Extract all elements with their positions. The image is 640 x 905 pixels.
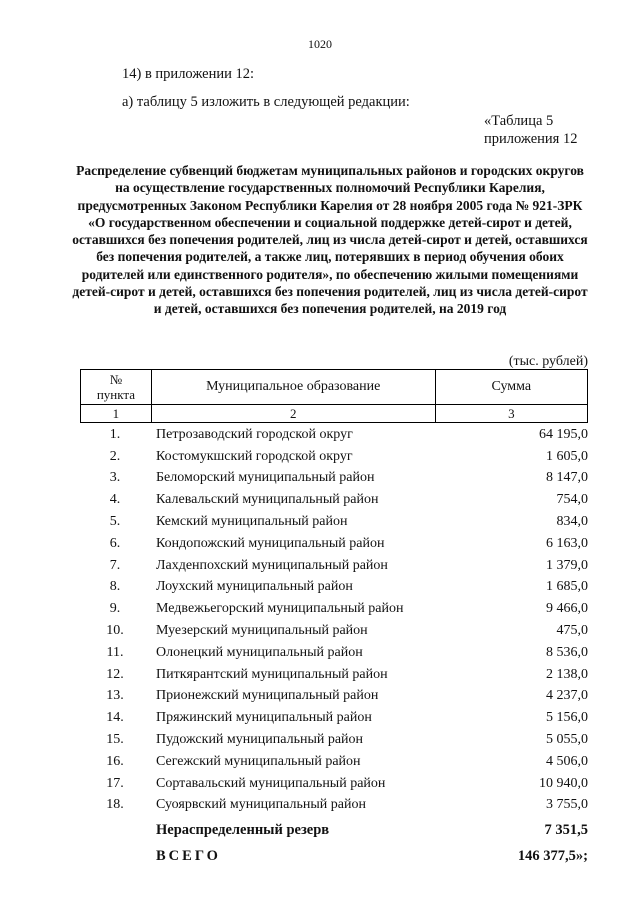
row-sum: 834,0	[556, 514, 588, 530]
row-sum: 4 506,0	[546, 753, 588, 769]
table-row	[80, 642, 588, 664]
row-municipality: Пряжинский муниципальный район	[156, 710, 372, 726]
row-municipality: Петрозаводский городской округ	[156, 426, 353, 442]
row-sum: 4 237,0	[546, 688, 588, 704]
table-reference-line2: приложения 12	[484, 131, 578, 147]
row-sum: 9 466,0	[546, 601, 588, 617]
row-sum: 5 055,0	[546, 732, 588, 748]
row-municipality: Костомукшский городской округ	[156, 448, 353, 464]
header-index-1: 1	[81, 405, 152, 423]
row-sum: 8 147,0	[546, 470, 588, 486]
row-number: 12.	[106, 666, 124, 682]
row-municipality: Сортавальский муниципальный район	[156, 775, 386, 791]
page-number: 1020	[308, 37, 332, 51]
table-row	[80, 424, 588, 446]
table-row	[80, 533, 588, 555]
row-municipality: Лоухский муниципальный район	[156, 579, 353, 595]
header-number-symbol: №	[109, 372, 123, 387]
table-row	[80, 489, 588, 511]
row-number: 7.	[109, 557, 121, 573]
row-number: 8.	[109, 579, 121, 595]
header-sum: Сумма	[435, 370, 587, 405]
row-number: 15.	[106, 732, 124, 748]
row-sum: 5 156,0	[546, 710, 588, 726]
row-number: 14.	[106, 710, 124, 726]
row-number: 3.	[109, 470, 121, 486]
row-sum: 8 536,0	[546, 644, 588, 660]
row-municipality: Калевальский муниципальный район	[156, 492, 379, 508]
row-sum: 1 605,0	[546, 448, 588, 464]
row-number: 11.	[106, 644, 124, 660]
table-row	[80, 511, 588, 533]
row-municipality: Сегежский муниципальный район	[156, 753, 361, 769]
table-row	[80, 468, 588, 490]
row-number: 4.	[109, 492, 121, 508]
row-municipality: Прионежский муниципальный район	[156, 688, 379, 704]
row-municipality: Олонецкий муниципальный район	[156, 644, 363, 660]
row-number: 16.	[106, 753, 124, 769]
table-header	[80, 369, 588, 423]
table-title: Распределение субвенций бюджетам муниципальных районов и городских округов на осуществление государственных полномочий Республики Карелия, предусмотренных Законом Республики Карелия от 28 ноября 2005 года № 921-ЗРК «О государственном обеспечении и социальной поддержке детей-сирот и детей, оставшихся без попечения родителей, лиц из числа детей-сирот и детей, оставшихся без попечения родителей, а также лиц, потерявших в период обучения обоих родителей или единственного родителя», по обеспечению жилыми помещениями детей-сирот и детей, оставшихся без попечения родителей, лиц из числа детей-сирот и детей, оставшихся без попечения родителей, на 2019 год	[72, 163, 588, 317]
table-row	[80, 664, 588, 686]
table-row	[80, 729, 588, 751]
row-number: 10.	[106, 623, 124, 639]
row-municipality: Кемский муниципальный район	[156, 514, 348, 530]
row-sum: 1 685,0	[546, 579, 588, 595]
row-number: 6.	[109, 535, 121, 551]
table-row	[80, 751, 588, 773]
table-row	[80, 598, 588, 620]
header-municipality: Муниципальное образование	[151, 370, 435, 405]
table-reference	[484, 112, 577, 148]
row-sum: 10 940,0	[539, 775, 588, 791]
grand-total-label: ВСЕГО	[156, 848, 221, 864]
row-number: 9.	[109, 601, 121, 617]
table-row	[80, 773, 588, 795]
row-sum: 3 755,0	[546, 797, 588, 813]
row-municipality: Суоярвский муниципальный район	[156, 797, 366, 813]
table-reference-line1: «Таблица 5	[484, 113, 554, 129]
table-row	[80, 577, 588, 599]
intro-item-14: 14) в приложении 12:	[122, 66, 255, 82]
row-sum: 475,0	[556, 623, 588, 639]
table-row	[80, 686, 588, 708]
row-sum: 754,0	[556, 492, 588, 508]
header-index-2: 2	[151, 405, 435, 423]
row-sum: 2 138,0	[546, 666, 588, 682]
row-municipality: Лахденпохский муниципальный район	[156, 557, 388, 573]
row-number: 17.	[106, 775, 124, 791]
row-number: 18.	[106, 797, 124, 813]
table-row	[80, 446, 588, 468]
header-number	[81, 370, 152, 405]
row-municipality: Медвежьегорский муниципальный район	[156, 601, 404, 617]
table-row	[80, 620, 588, 642]
table-body	[80, 424, 588, 816]
table-row	[80, 707, 588, 729]
row-number: 1.	[109, 426, 121, 442]
row-sum: 6 163,0	[546, 535, 588, 551]
reserve-sum: 7 351,5	[544, 822, 588, 838]
row-municipality: Пудожский муниципальный район	[156, 732, 364, 748]
table-row	[80, 795, 588, 817]
row-sum: 1 379,0	[546, 557, 588, 573]
reserve-label: Нераспределенный резерв	[156, 822, 330, 838]
row-municipality: Кондопожский муниципальный район	[156, 535, 385, 551]
units-label: (тыс. рублей)	[508, 354, 588, 369]
header-index-3: 3	[435, 405, 587, 423]
row-sum: 64 195,0	[539, 426, 588, 442]
intro-item-a: а) таблицу 5 изложить в следующей редакции:	[122, 94, 410, 110]
row-number: 13.	[106, 688, 124, 704]
grand-total-row	[80, 848, 588, 865]
grand-total-sum: 146 377,5»;	[517, 848, 588, 864]
row-municipality: Питкярантский муниципальный район	[156, 666, 388, 682]
table-row	[80, 555, 588, 577]
row-municipality: Муезерский муниципальный район	[156, 623, 368, 639]
reserve-row	[80, 822, 588, 839]
row-number: 2.	[109, 448, 121, 464]
row-municipality: Беломорский муниципальный район	[156, 470, 375, 486]
header-number-word: пункта	[96, 387, 135, 402]
row-number: 5.	[109, 514, 121, 530]
